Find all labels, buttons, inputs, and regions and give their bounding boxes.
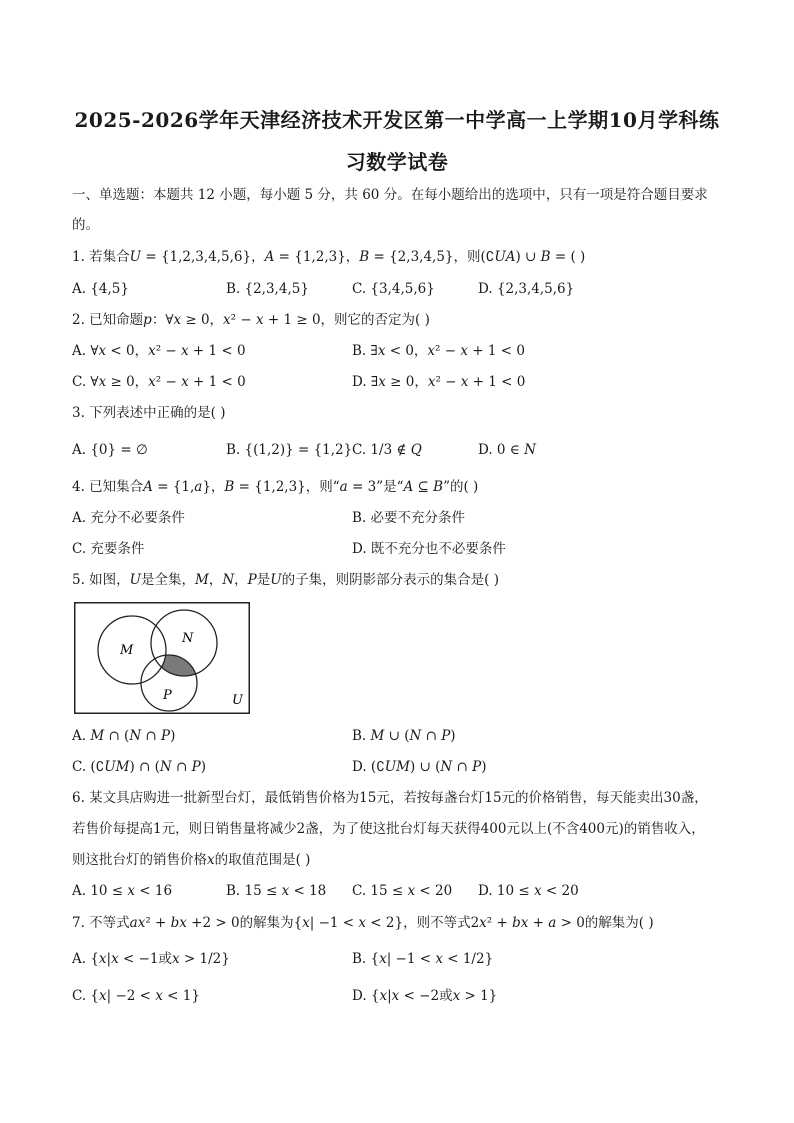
question-7-option-c: C. {𝑥| −2 < 𝑥 < 1} — [72, 988, 200, 1004]
venn-diagram — [74, 602, 250, 714]
question-1-option-d: D. {2,3,4,5,6} — [478, 281, 575, 297]
question-3-option-d: D. 0 ∈ 𝑁 — [478, 442, 536, 458]
question-3-option-b: B. {(1,2)} = {1,2} — [226, 442, 353, 458]
question-5-option-c: C. (∁𝑈𝑀) ∩ (𝑁 ∩ 𝑃) — [72, 759, 206, 775]
exam-title-line2: 习数学试卷 — [345, 150, 449, 174]
question-7-option-a: A. {𝑥|𝑥 < −1或𝑥 > 1/2} — [72, 951, 230, 967]
question-2-option-a: A. ∀𝑥 < 0，𝑥² − 𝑥 + 1 < 0 — [72, 343, 246, 359]
set-n-label: N — [182, 631, 194, 646]
question-6-option-c: C. 15 ≤ 𝑥 < 20 — [352, 883, 453, 899]
question-2-option-d: D. ∃𝑥 ≥ 0，𝑥² − 𝑥 + 1 < 0 — [352, 374, 526, 390]
question-7-option-b: B. {𝑥| −1 < 𝑥 < 1/2} — [352, 951, 494, 967]
question-7-stem: 7. 不等式𝑎𝑥² + 𝑏𝑥 +2 > 0的解集为{𝑥| −1 < 𝑥 < 2}，则不等式2𝑥² + 𝑏𝑥 + 𝑎 > 0的解集为( ) — [72, 915, 654, 931]
question-4-option-b: B. 必要不充分条件 — [352, 510, 466, 526]
question-1-stem: 1. 若集合𝑈 = {1,2,3,4,5,6}，𝐴 = {1,2,3}，𝐵 = {2,3,4,5}，则(∁𝑈𝐴) ∪ 𝐵 = ( ) — [72, 249, 586, 265]
question-6-stem-line2: 若售价每提高1元，则日销售量将减少2盏，为了使这批台灯每天获得400元以上(不含400元)的销售收入， — [72, 821, 705, 837]
question-2-option-c: C. ∀𝑥 ≥ 0，𝑥² − 𝑥 + 1 < 0 — [72, 374, 246, 390]
question-1-option-b: B. {2,3,4,5} — [226, 281, 309, 297]
set-p-label: P — [163, 688, 172, 703]
section-header-cont: 的。 — [72, 217, 99, 233]
question-4-option-a: A. 充分不必要条件 — [72, 510, 185, 526]
question-4-option-d: D. 既不充分也不必要条件 — [352, 541, 506, 557]
question-2-stem: 2. 已知命题𝑝：∀𝑥 ≥ 0，𝑥² − 𝑥 + 1 ≥ 0，则它的否定为( ) — [72, 312, 430, 328]
question-6-option-d: D. 10 ≤ 𝑥 < 20 — [478, 883, 579, 899]
question-4-stem: 4. 已知集合𝐴 = {1,𝑎}，𝐵 = {1,2,3}，则“𝑎 = 3”是“𝐴 ⊆ 𝐵”的( ) — [72, 479, 479, 495]
question-6-option-a: A. 10 ≤ 𝑥 < 16 — [72, 883, 173, 899]
question-3-option-c: C. 1/3 ∉ 𝑄 — [352, 442, 422, 458]
section-header: 一、单选题：本题共 12 小题，每小题 5 分，共 60 分。在每小题给出的选项中，只有一项是符合题目要求 — [72, 187, 708, 203]
question-4-option-c: C. 充要条件 — [72, 541, 145, 557]
question-3-stem: 3. 下列表述中正确的是( ) — [72, 405, 226, 421]
question-5-option-d: D. (∁𝑈𝑀) ∪ (𝑁 ∩ 𝑃) — [352, 759, 487, 775]
set-u-label: U — [232, 693, 243, 708]
set-m-label: M — [120, 643, 134, 658]
question-6-option-b: B. 15 ≤ 𝑥 < 18 — [226, 883, 327, 899]
question-5-option-a: A. 𝑀 ∩ (𝑁 ∩ 𝑃) — [72, 728, 176, 744]
question-6-stem-line3: 则这批台灯的销售价格𝑥的取值范围是( ) — [72, 852, 311, 868]
question-5-option-b: B. 𝑀 ∪ (𝑁 ∩ 𝑃) — [352, 728, 456, 744]
question-2-option-b: B. ∃𝑥 < 0，𝑥² − 𝑥 + 1 < 0 — [352, 343, 525, 359]
exam-title-line1: 2025-2026学年天津经济技术开发区第一中学高一上学期10月学科练 — [74, 108, 720, 132]
question-1-option-a: A. {4,5} — [72, 281, 129, 297]
question-7-option-d: D. {𝑥|𝑥 < −2或𝑥 > 1} — [352, 988, 498, 1004]
question-1-option-c: C. {3,4,5,6} — [352, 281, 435, 297]
question-6-stem-line1: 6. 某文具店购进一批新型台灯，最低销售价格为15元，若按每盏台灯15元的价格销售，每天能卖出30盏， — [72, 790, 708, 806]
question-5-stem: 5. 如图，𝑈是全集，𝑀，𝑁，𝑃是𝑈的子集，则阴影部分表示的集合是( ) — [72, 572, 499, 588]
question-3-option-a: A. {0} = ∅ — [72, 442, 148, 458]
